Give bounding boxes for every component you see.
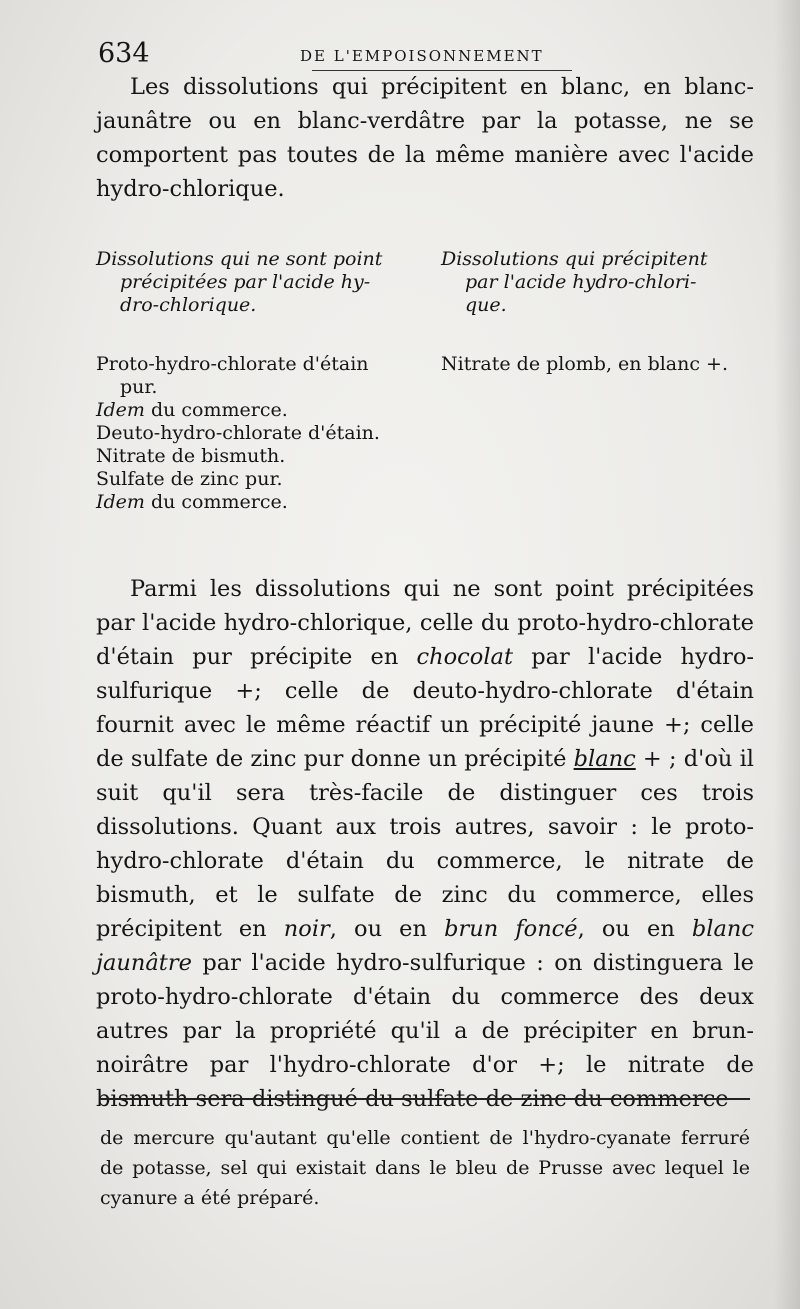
list-item [96, 468, 436, 491]
running-head: DE L'EMPOISONNEMENT [300, 47, 544, 65]
text-run: Parmi les dissolutions qui ne sont point précipitées par l'acide hydro-chlorique, celle du proto-hydro-chlorate d'étain pur précipite en [96, 576, 754, 670]
idem-label: Idem [96, 399, 145, 421]
page-number: 634 [98, 38, 150, 69]
left-heading-line-2: précipitées par l'acide hy- [120, 271, 371, 293]
list-item [96, 353, 436, 376]
main-paragraph [96, 572, 754, 1116]
right-heading-line-1: Dissolutions qui précipitent [441, 248, 708, 270]
page-edge-shadow [774, 0, 800, 1309]
right-column-entry: Nitrate de plomb, en blanc +. [441, 353, 729, 375]
list-item-text: Sulfate de zinc pur. [96, 468, 283, 490]
list-item-text: du commerce. [144, 399, 288, 421]
list-item-text: Deuto-hydro-chlorate d'étain. [96, 422, 380, 444]
list-item [96, 445, 436, 468]
list-item [96, 491, 436, 514]
text-run: par l'acide hydro-sulfurique : on distinguera le proto-hydro-chlorate d'étain du commerce des deux autres par la propriété qu'il a de précipiter en brun-noirâtre par l'hydro-chlorate d'or +; le nitrate de bismuth sera distingué du sulfate de zinc du commerce [96, 950, 754, 1112]
list-item-text: du commerce. [144, 491, 288, 513]
list-item-continuation [96, 376, 436, 399]
list-item-text: Proto-hydro-chlorate d'étain [96, 353, 369, 375]
emphasis-blanc-jaunatre: blanc jaunâtre [96, 916, 755, 976]
list-item-text: Nitrate de bismuth. [96, 445, 286, 467]
left-column-heading [96, 248, 416, 317]
left-heading-line-3: dro-chlorique. [120, 294, 257, 316]
footnote-rule [100, 1098, 750, 1100]
page-header [98, 38, 758, 74]
text-run: , ou en [329, 916, 445, 942]
emphasis-brun-fonce: brun foncé [444, 916, 578, 942]
left-column-list [96, 353, 436, 514]
list-item-text: pur. [120, 376, 158, 398]
emphasis-chocolat: chocolat [416, 644, 513, 670]
emphasis-blanc: blanc [573, 746, 636, 772]
right-heading-line-2: par l'acide hydro-chlori- [465, 271, 697, 293]
right-heading-line-3: que. [465, 294, 507, 316]
footnote: de mercure qu'autant qu'elle contient de l'hydro-cyanate ferruré de potasse, sel qui existait dans le bleu de Prusse avec lequel le cyanure a été préparé. [100, 1127, 750, 1209]
text-run: , ou en [577, 916, 692, 942]
text-run: par l'acide hydro-sulfurique +; celle de deuto-hydro-chlorate d'étain fournit avec le même réactif un précipité jaune +; celle de sulfate de zinc pur donne un précipité [96, 644, 754, 772]
right-column-heading [441, 248, 759, 317]
left-heading-line-1: Dissolutions qui ne sont point [96, 248, 383, 270]
intro-paragraph: Les dissolutions qui précipitent en blanc, en blanc-jaunâtre ou en blanc-verdâtre par la potasse, ne se comportent pas toutes de la même manière avec l'acide hydro-chlorique. [96, 74, 754, 202]
text-run: + ; d'où il suit qu'il sera très-facile de distinguer ces trois dissolutions. Quant aux trois autres, savoir : le proto-hydro-chlorate d'étain du commerce, le nitrate de bismuth, et le sulfate de zinc du commerce, elles précipitent en [96, 746, 754, 942]
list-item [96, 422, 436, 445]
emphasis-noir: noir [283, 916, 330, 942]
idem-label: Idem [96, 491, 145, 513]
list-item [96, 399, 436, 422]
